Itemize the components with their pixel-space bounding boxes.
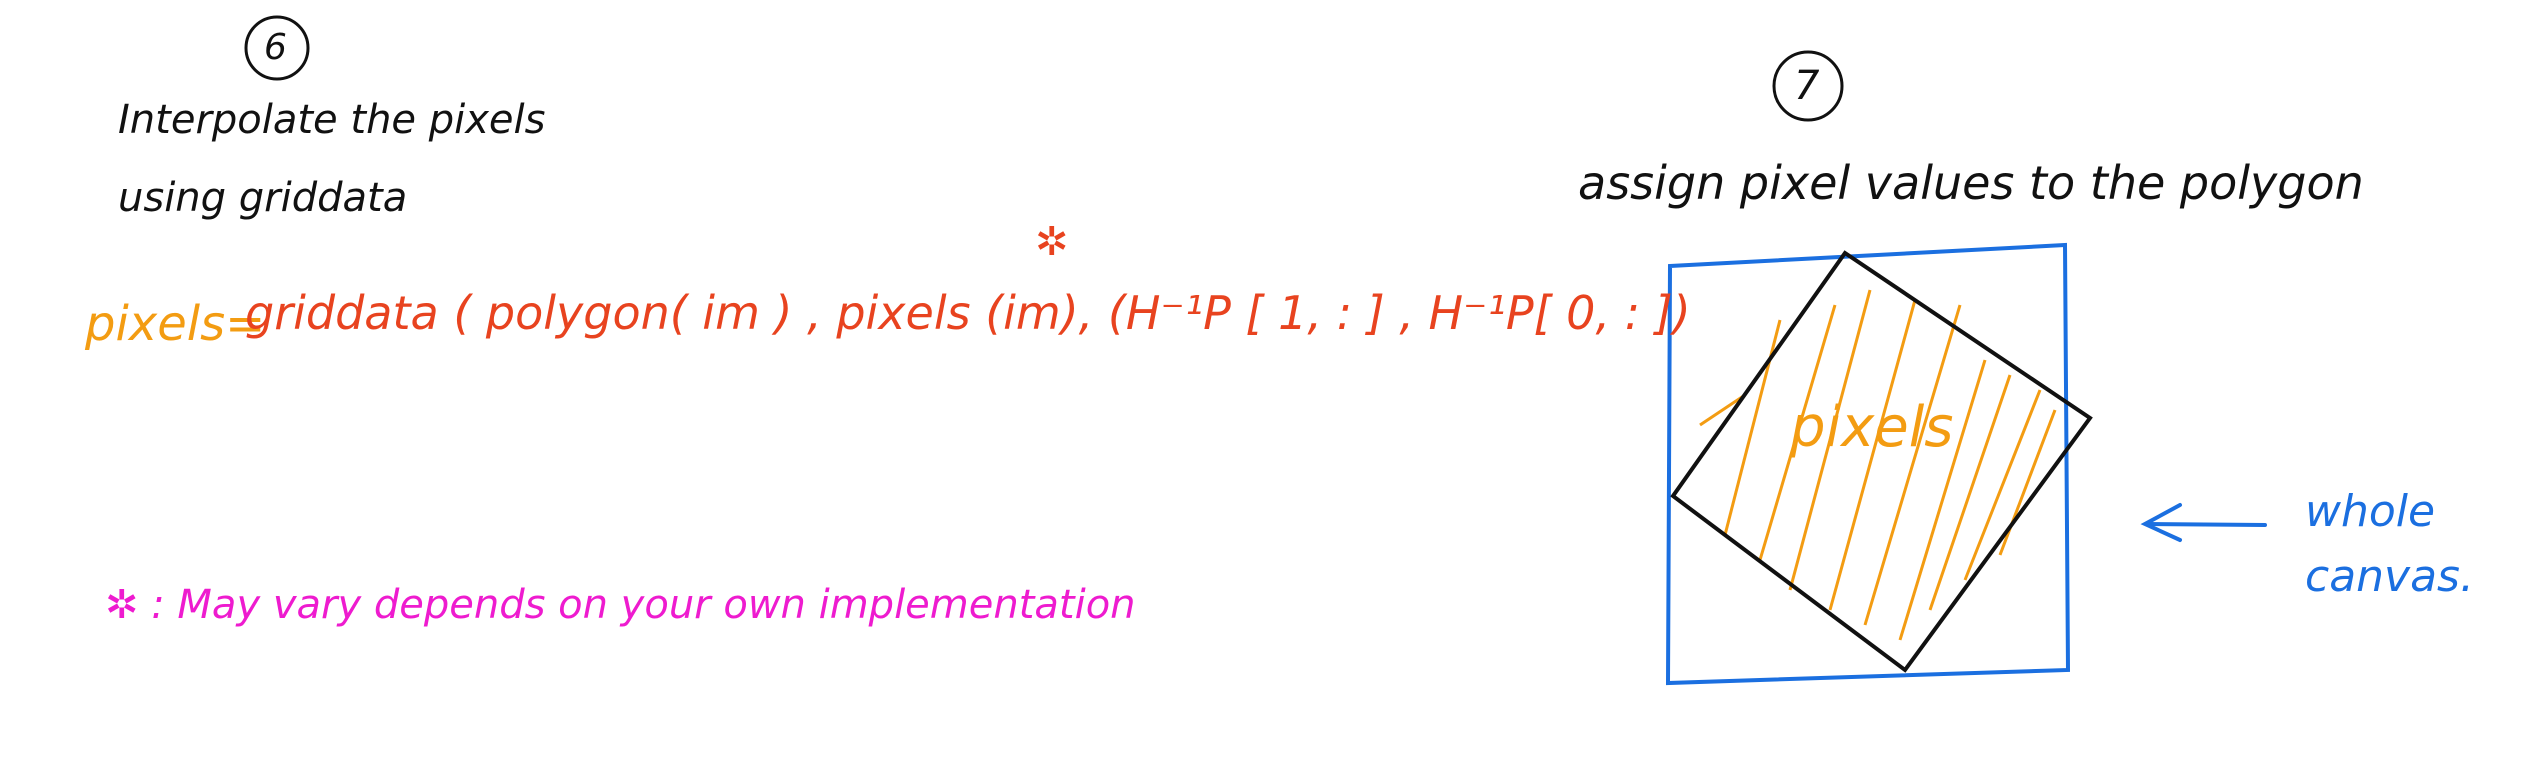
star-marker: ✲ xyxy=(1035,219,1069,265)
step6-title-line2: using griddata xyxy=(118,175,408,221)
polygon-hatching xyxy=(1700,290,2055,640)
arrow-icon xyxy=(2145,505,2265,540)
code-rhs: griddata ( polygon( im ) , pixels (im), (H⁻¹P [ 1, : ] , H⁻¹P[ 0, : ]) xyxy=(245,286,1691,340)
polygon-label: pixels xyxy=(1790,395,1954,460)
step6-number: 6 xyxy=(264,27,287,68)
implementation-note: ✲ : May vary depends on your own implementation xyxy=(105,582,1136,628)
canvas-label-line1: whole xyxy=(2305,486,2436,537)
step7-number: 7 xyxy=(1794,63,1820,109)
polygon-shape xyxy=(1673,253,2090,670)
step6-title-line1: Interpolate the pixels xyxy=(118,97,546,143)
step7-title: assign pixel values to the polygon xyxy=(1578,156,2364,210)
canvas-label-line2: canvas. xyxy=(2305,551,2474,602)
code-lhs: pixels= xyxy=(85,296,266,352)
